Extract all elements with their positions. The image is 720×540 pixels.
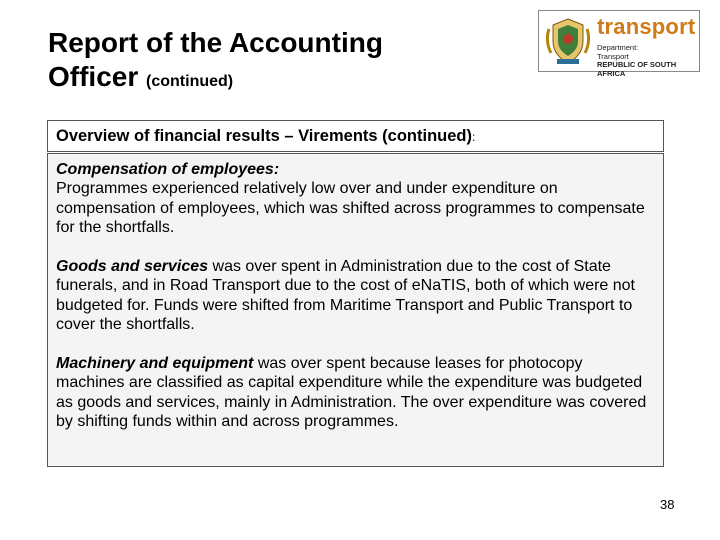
page-number: 38 xyxy=(660,497,675,512)
department-line3: REPUBLIC OF SOUTH AFRICA xyxy=(597,60,677,78)
department-line2: Transport xyxy=(597,51,629,61)
title-line2: Officer xyxy=(48,61,139,92)
department-label xyxy=(597,44,699,78)
paragraph-lead: Goods and services xyxy=(56,258,209,276)
paragraph-text: Programmes experienced relatively low over and under expenditure on compensation of employees, which was shifted across programmes to compensate for the shortfalls. xyxy=(56,180,645,237)
paragraph-goods-services xyxy=(56,257,655,335)
brand-word: transport xyxy=(597,14,696,39)
title-suffix: (continued) xyxy=(146,73,234,90)
department-logo xyxy=(538,10,700,78)
section-heading xyxy=(47,120,664,152)
paragraph-lead: Machinery and equipment xyxy=(56,355,254,373)
page-title xyxy=(48,26,488,99)
title-line1: Report of the Accounting xyxy=(48,27,383,58)
paragraph-text: was over spent in Administration due to the cost of State funerals, and in Road Transport due to the cost of eNaTIS, both of which were not budgeted for. Funds were shifted from Maritime Transport and Public Transport to cover the shortfalls. xyxy=(56,258,635,334)
coat-of-arms-icon xyxy=(543,15,593,67)
content-box xyxy=(47,153,664,467)
paragraph-lead: Compensation of employees: xyxy=(56,161,280,178)
section-heading-colon: : xyxy=(471,130,476,144)
paragraph-compensation xyxy=(56,160,655,238)
paragraph-text: was over spent because leases for photocopy machines are classified as capital expenditure while the expenditure was budgeted as goods and services, mainly in Administration. The over expenditure was covered by shifting funds within and across programmes. xyxy=(56,355,647,431)
section-heading-text: Overview of financial results – Virements (continued) xyxy=(56,127,472,145)
department-line1: Department: xyxy=(597,43,639,52)
paragraph-machinery xyxy=(56,354,655,432)
